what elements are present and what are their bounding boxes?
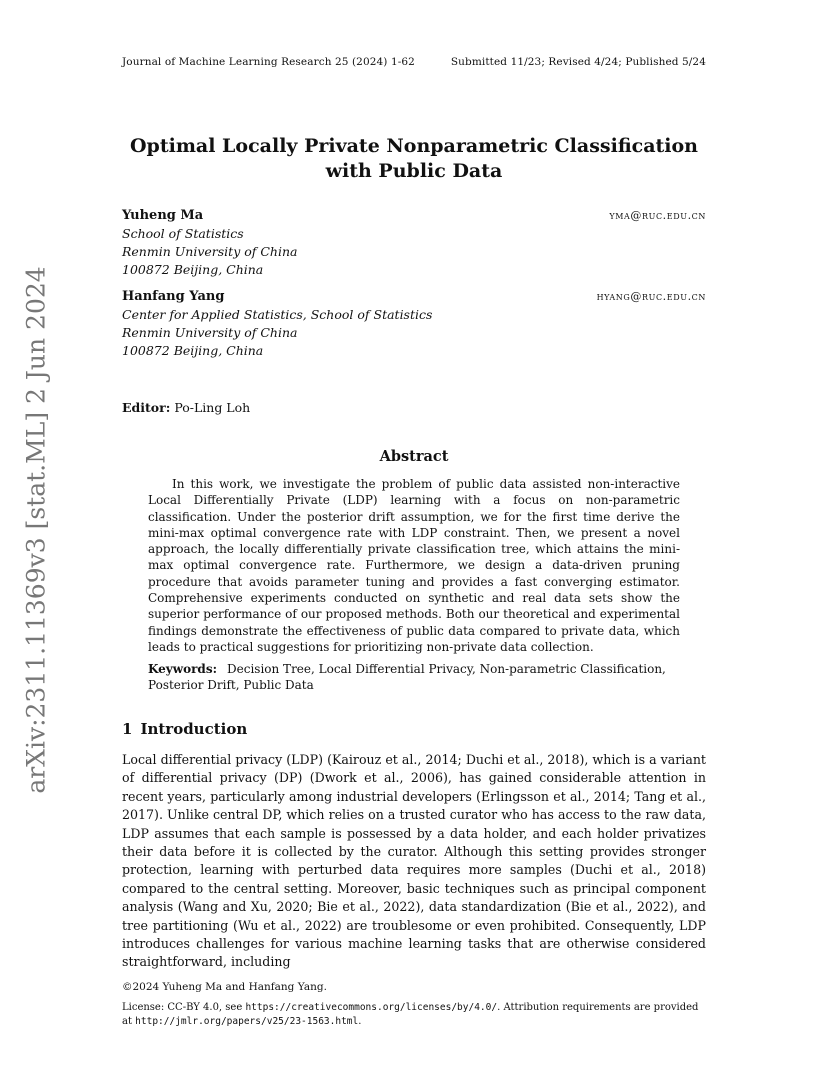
author-affiliation-line: 100872 Beijing, China [122, 343, 264, 358]
journal-citation: Journal of Machine Learning Research 25 (2024) 1-62 [122, 56, 415, 68]
author-name: Hanfang Yang [122, 289, 225, 304]
title-line-2: with Public Data [325, 160, 503, 182]
author-block-1 [122, 207, 706, 279]
submission-dates: Submitted 11/23; Revised 4/24; Published 5/24 [450, 56, 706, 68]
license-middle: . Attribution requirements are provided at [122, 1002, 699, 1027]
section-title: Introduction [140, 720, 248, 738]
arxiv-identifier: arXiv:2311.11369v3 [stat.ML] 2 Jun 2024 [21, 266, 51, 794]
editor-label: Editor: [122, 400, 171, 415]
keywords-text: Decision Tree, Local Differential Privacy, Non-parametric Classification, Posterior Drift, Public Data [148, 662, 666, 693]
keywords-label: Keywords: [148, 662, 218, 676]
running-header [122, 56, 706, 68]
copyright-notice: ©2024 Yuheng Ma and Hanfang Yang. [122, 981, 327, 993]
author-affiliation-line: 100872 Beijing, China [122, 262, 264, 277]
author-affiliation-line: Center for Applied Statistics, School of Statistics [122, 307, 433, 322]
license-end: . [358, 1016, 362, 1027]
editor-line [122, 400, 250, 415]
paper-link[interactable]: http://jmlr.org/papers/v25/23-1563.html [135, 1016, 359, 1027]
introduction-paragraph: Local differential privacy (LDP) (Kairouz et al., 2014; Duchi et al., 2018), which is a variant of differential privacy (DP) (Dwork et al., 2006), has gained considerable attention in recent years, particularly among industrial developers (Erlingsson et al., 2014; Tang et al., 2017). Unlike central DP, which relies on a trusted curator who has access to the raw data, LDP assumes that each sample is possessed by a data holder, and each holder privatizes their data before it is collected by the curator. Although this setting provides stronger protection, learning with perturbed data requires more samples (Duchi et al., 2018) compared to the central setting. Moreover, basic techniques such as principal component analysis (Wang and Xu, 2020; Bie et al., 2022), data standardization (Bie et al., 2022), and tree partitioning (Wu et al., 2022) are troublesome or even prohibited. Consequently, LDP introduces challenges for various machine learning tasks that are otherwise considered straightforward, including [122, 752, 706, 970]
license-notice [122, 1001, 706, 1029]
author-affiliation-line: School of Statistics [122, 226, 244, 241]
author-affiliation-line: Renmin University of China [122, 325, 298, 340]
keywords [148, 661, 680, 694]
title-line-1: Optimal Locally Private Nonparametric Classification [129, 135, 698, 157]
license-prefix: License: CC-BY 4.0, see [122, 1002, 246, 1013]
abstract-heading: Abstract [379, 448, 449, 465]
paper-title [122, 134, 706, 184]
author-email[interactable]: hyang@ruc.edu.cn [596, 290, 706, 303]
editor-name: Po-Ling Loh [174, 400, 251, 415]
author-affiliation-line: Renmin University of China [122, 244, 298, 259]
arxiv-side-stamp [21, 266, 51, 794]
author-name: Yuheng Ma [122, 208, 204, 223]
section-heading-introduction [122, 720, 247, 738]
author-email[interactable]: yma@ruc.edu.cn [609, 209, 706, 222]
section-number: 1 [122, 720, 133, 738]
license-link[interactable]: https://creativecommons.org/licenses/by/4.0/ [245, 1002, 498, 1013]
abstract-text: In this work, we investigate the problem of public data assisted non-interactive Local Differentially Private (LDP) learning with a focus on non-parametric classification. Under the posterior drift assumption, we for the first time derive the mini-max optimal convergence rate with LDP constraint. Then, we present a novel approach, the locally differentially private classification tree, which attains the mini-max optimal convergence rate. Furthermore, we design a data-driven pruning procedure that avoids parameter tuning and provides a fast converging estimator. Comprehensive experiments conducted on synthetic and real data sets show the superior performance of our proposed methods. Both our theoretical and experimental findings demonstrate the effectiveness of public data compared to private data, which leads to practical suggestions for prioritizing non-private data collection. [148, 477, 680, 654]
author-block-2 [122, 288, 706, 360]
